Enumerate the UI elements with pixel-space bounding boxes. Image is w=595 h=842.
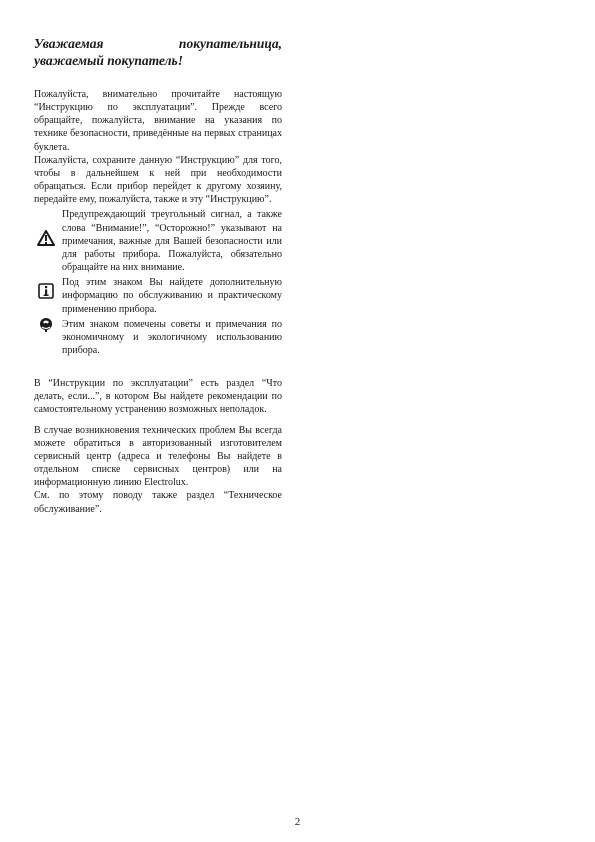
info-note-text: Под этим знаком Вы найдете дополнительную информацию по обслуживанию и практическому применению прибора. (62, 277, 282, 315)
text-column (34, 88, 282, 516)
page-number: 2 (294, 816, 301, 828)
see-also-paragraph: См. по этому поводу также раздел “Техническое обслуживание”. (34, 490, 282, 515)
troubleshooting-paragraph: В “Инструкции по эксплуатации” есть раздел “Что делать, если...”, в котором Вы найдете рекомендации по самостоятельному устранению возможных неполадок. (34, 378, 282, 416)
warning-triangle-icon (36, 228, 56, 248)
info-note (34, 276, 282, 315)
service-paragraph: В случае возникновения технических проблем Вы всегда можете обратиться в авторизованный изготовителем сервисный центр (адреса и телефоны Вы найдете в отдельном списке сервисных центров) или на информационную линию Electrolux. (34, 424, 282, 489)
keep-instructions-paragraph: Пожалуйста, сохраните данную “Инструкцию” для того, чтобы в дальнейшем к ней при необходимости обращаться. Если прибор перейдет к другому хозяину, передайте ему, пожалуйста, также и эту “Инструкцию”. (34, 154, 282, 206)
eco-note (34, 318, 282, 357)
warning-note (34, 208, 282, 274)
eco-note-text: Этим знаком помечены советы и примечания по экономичному и экологичному использованию прибора. (62, 318, 282, 356)
page-title (34, 35, 282, 69)
title-line-2: уважаемый покупатель! (34, 53, 183, 68)
intro-paragraph: Пожалуйста, внимательно прочитайте настоящую “Инструкцию по эксплуатации”. Прежде всего обращайте, пожалуйста, внимание на указания по технике безопасности, приведённые на первых страницах буклета. (34, 89, 282, 153)
info-icon (36, 281, 56, 301)
eco-leaf-icon (36, 315, 56, 335)
title-line-1: Уважаемая покупательница, (34, 36, 282, 51)
warning-note-text: Предупреждающий треугольный сигнал, а также слова “Внимание!”, “Осторожно!” указывают на примечания, важные для Вашей безопасности или для работы прибора. Пожалуйста, обязательно обращайте на них внимание. (62, 209, 282, 274)
